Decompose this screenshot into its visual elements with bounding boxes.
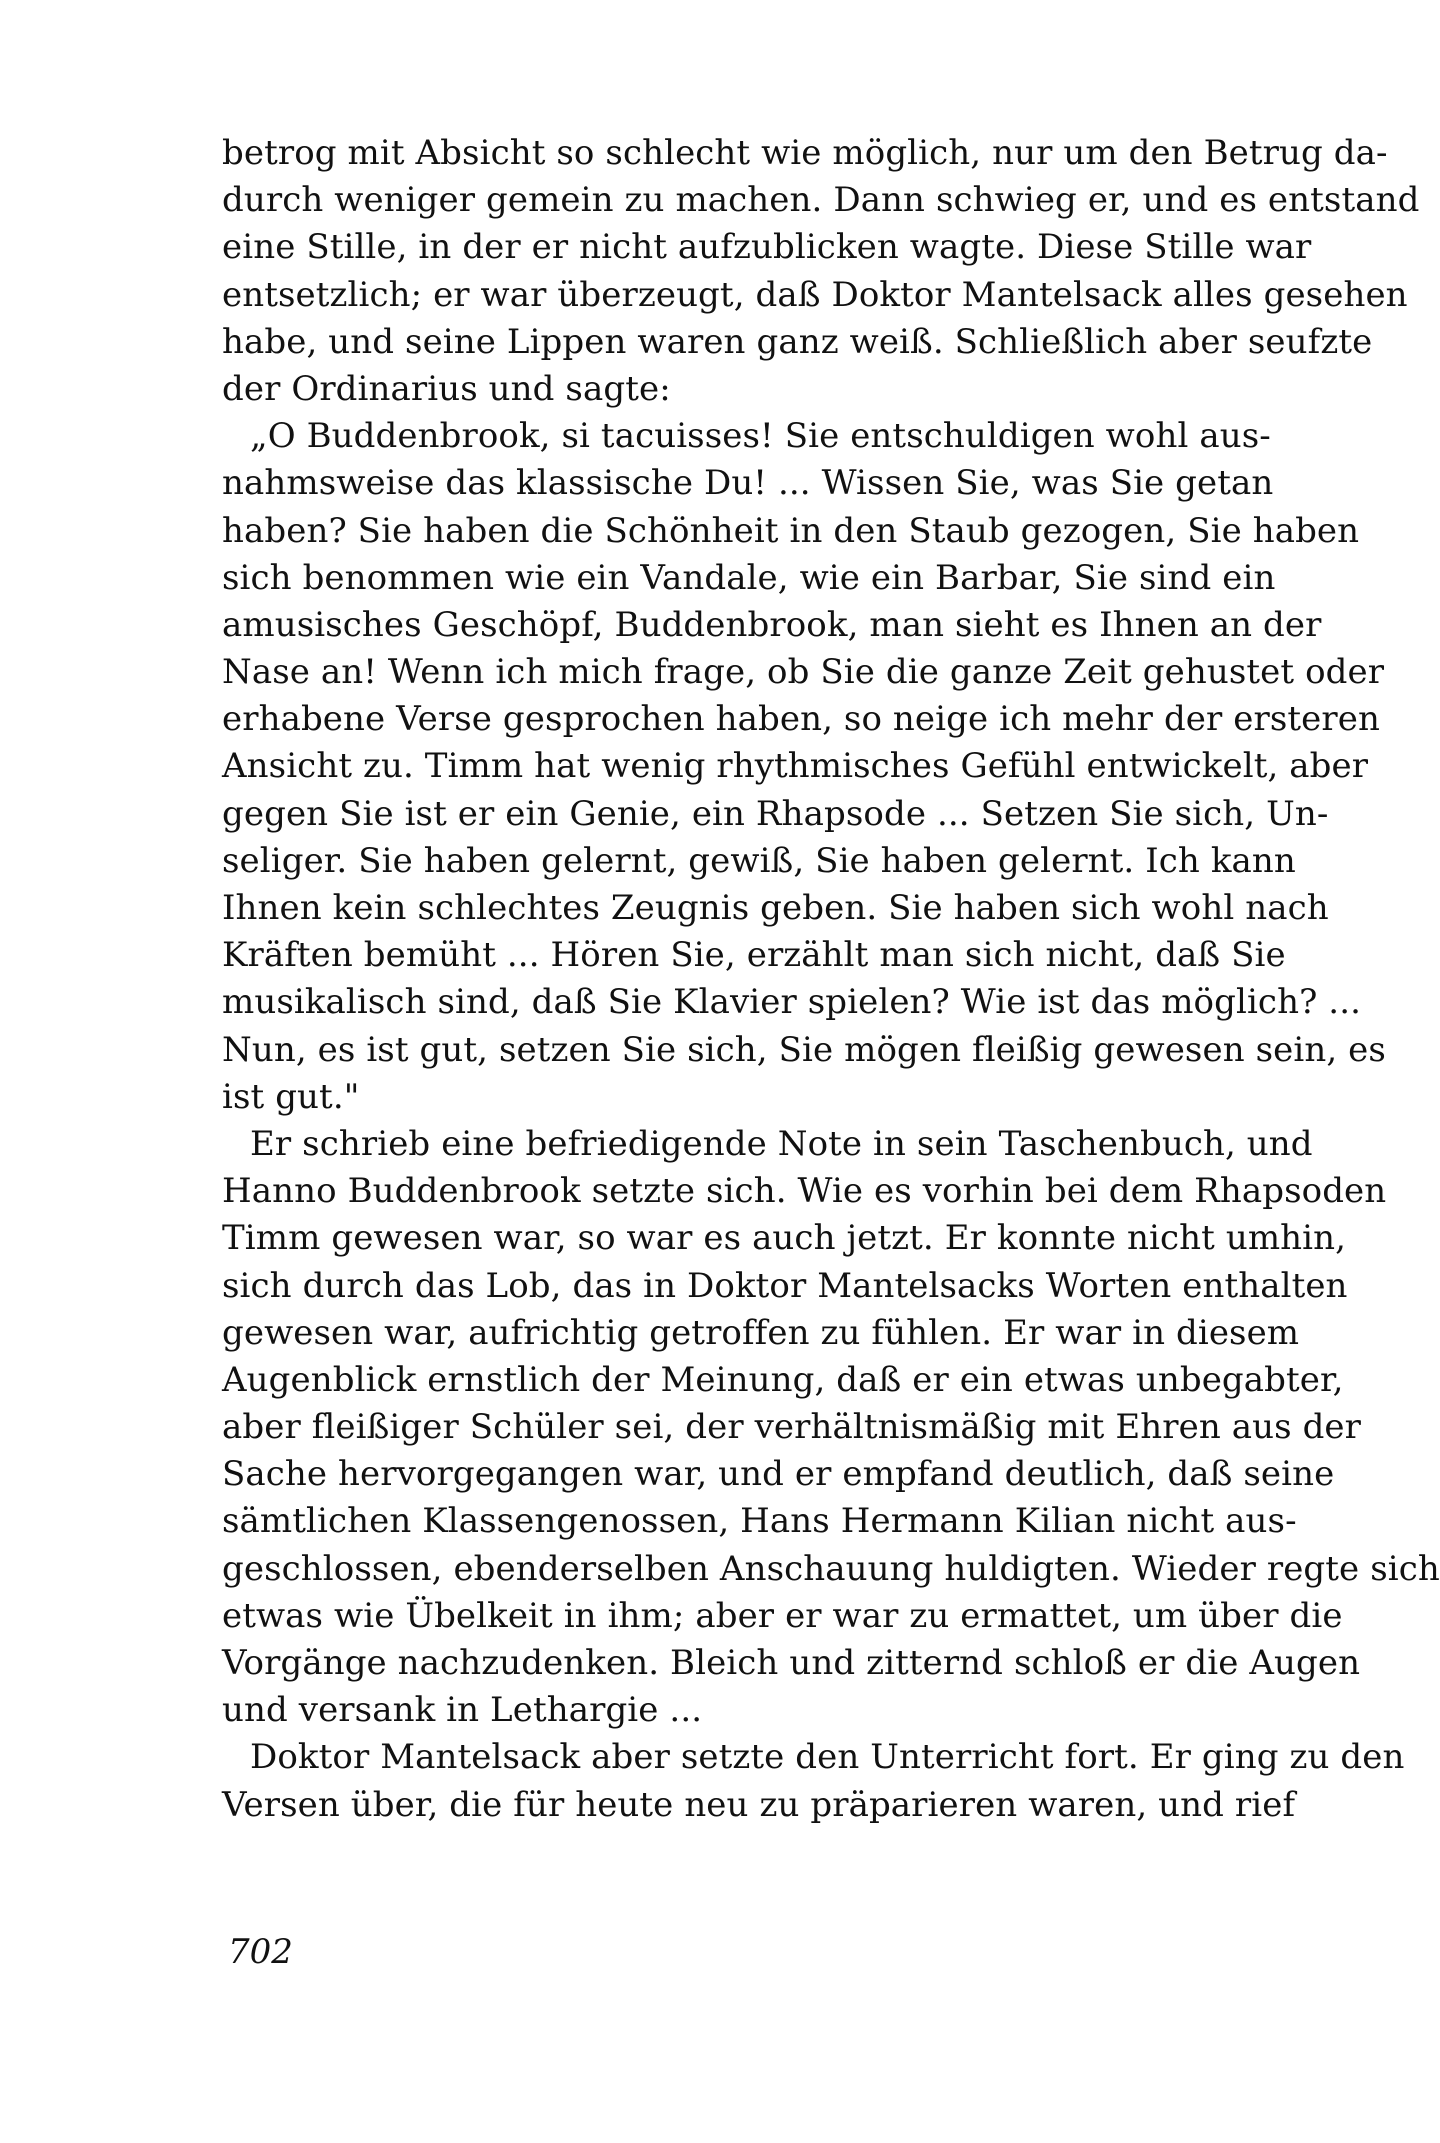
text-line: haben? Sie haben die Schönheit in den Staub gezogen, Sie haben [222, 510, 1360, 551]
text-line: Ihnen kein schlechtes Zeugnis geben. Sie haben sich wohl nach [222, 888, 1329, 928]
text-line: Versen über, die für heute neu zu präparieren waren, und rief [222, 1784, 1296, 1825]
text-line: entsetzlich; er war überzeugt, daß Doktor Mantelsack alles gesehen [222, 274, 1408, 315]
text-line: Hanno Buddenbrook setzte sich. Wie es vorhin bei dem Rhapsoden [222, 1171, 1387, 1212]
text-line: durch weniger gemein zu machen. Dann schwieg er, und es entstand [222, 180, 1420, 221]
text-line: „O Buddenbrook, si tacuisses! Sie entschuldigen wohl aus- [250, 416, 1271, 457]
text-line: der Ordinarius und sagte: [222, 368, 671, 409]
text-line: Ansicht zu. Timm hat wenig rhythmisches Gefühl entwickelt, aber [222, 746, 1369, 787]
text-line: amusisches Geschöpf, Buddenbrook, man sieht es Ihnen an der [222, 604, 1322, 645]
text-line: nahmsweise das klassische Du! ... Wissen Sie, was Sie getan [222, 463, 1274, 504]
text-line: sich benommen wie ein Vandale, wie ein Barbar, Sie sind ein [222, 557, 1276, 598]
text-line: Timm gewesen war, so war es auch jetzt. Er konnte nicht umhin, [222, 1218, 1347, 1259]
text-line: musikalisch sind, daß Sie Klavier spielen? Wie ist das möglich? ... [222, 982, 1362, 1023]
text-line: sich durch das Lob, das in Doktor Mantelsacks Worten enthalten [222, 1265, 1348, 1306]
text-line: etwas wie Übelkeit in ihm; aber er war zu ermattet, um über die [222, 1595, 1343, 1636]
book-page-text [222, 130, 1440, 1829]
text-line: seliger. Sie haben gelernt, gewiß, Sie haben gelernt. Ich kann [222, 840, 1296, 881]
text-line: sämtlichen Klassengenossen, Hans Hermann Kilian nicht aus- [222, 1501, 1297, 1542]
text-line: Doktor Mantelsack aber setzte den Unterricht fort. Er ging zu den [250, 1737, 1405, 1778]
text-line: betrog mit Absicht so schlecht wie möglich, nur um den Betrug da- [222, 133, 1388, 173]
text-line: Augenblick ernstlich der Meinung, daß er ein etwas unbegabter, [222, 1359, 1344, 1400]
text-line: ist gut." [222, 1076, 360, 1117]
text-line: Er schrieb eine befriedigende Note in sein Taschenbuch, und [250, 1123, 1313, 1164]
text-line: geschlossen, ebenderselben Anschauung huldigten. Wieder regte sich [222, 1548, 1440, 1589]
text-line: Sache hervorgegangen war, und er empfand deutlich, daß seine [222, 1454, 1335, 1495]
text-line: gegen Sie ist er ein Genie, ein Rhapsode ... Setzen Sie sich, Un- [222, 793, 1329, 834]
text-line: Nun, es ist gut, setzen Sie sich, Sie mögen fleißig gewesen sein, es [222, 1029, 1386, 1070]
text-line: gewesen war, aufrichtig getroffen zu fühlen. Er war in diesem [222, 1312, 1300, 1353]
text-line: erhabene Verse gesprochen haben, so neige ich mehr der ersteren [222, 699, 1380, 740]
text-line: eine Stille, in der er nicht aufzublicken wagte. Diese Stille war [222, 227, 1312, 268]
text-line: Kräften bemüht ... Hören Sie, erzählt man sich nicht, daß Sie [222, 935, 1286, 976]
text-line: habe, und seine Lippen waren ganz weiß. Schließlich aber seufzte [222, 321, 1373, 362]
text-line: Nase an! Wenn ich mich frage, ob Sie die ganze Zeit gehustet oder [222, 652, 1385, 693]
page-number: 702 [228, 1932, 293, 1972]
text-line: und versank in Lethargie ... [222, 1690, 703, 1731]
text-line: aber fleißiger Schüler sei, der verhältnismäßig mit Ehren aus der [222, 1407, 1362, 1448]
text-line: Vorgänge nachzudenken. Bleich und zitternd schloß er die Augen [222, 1643, 1361, 1683]
